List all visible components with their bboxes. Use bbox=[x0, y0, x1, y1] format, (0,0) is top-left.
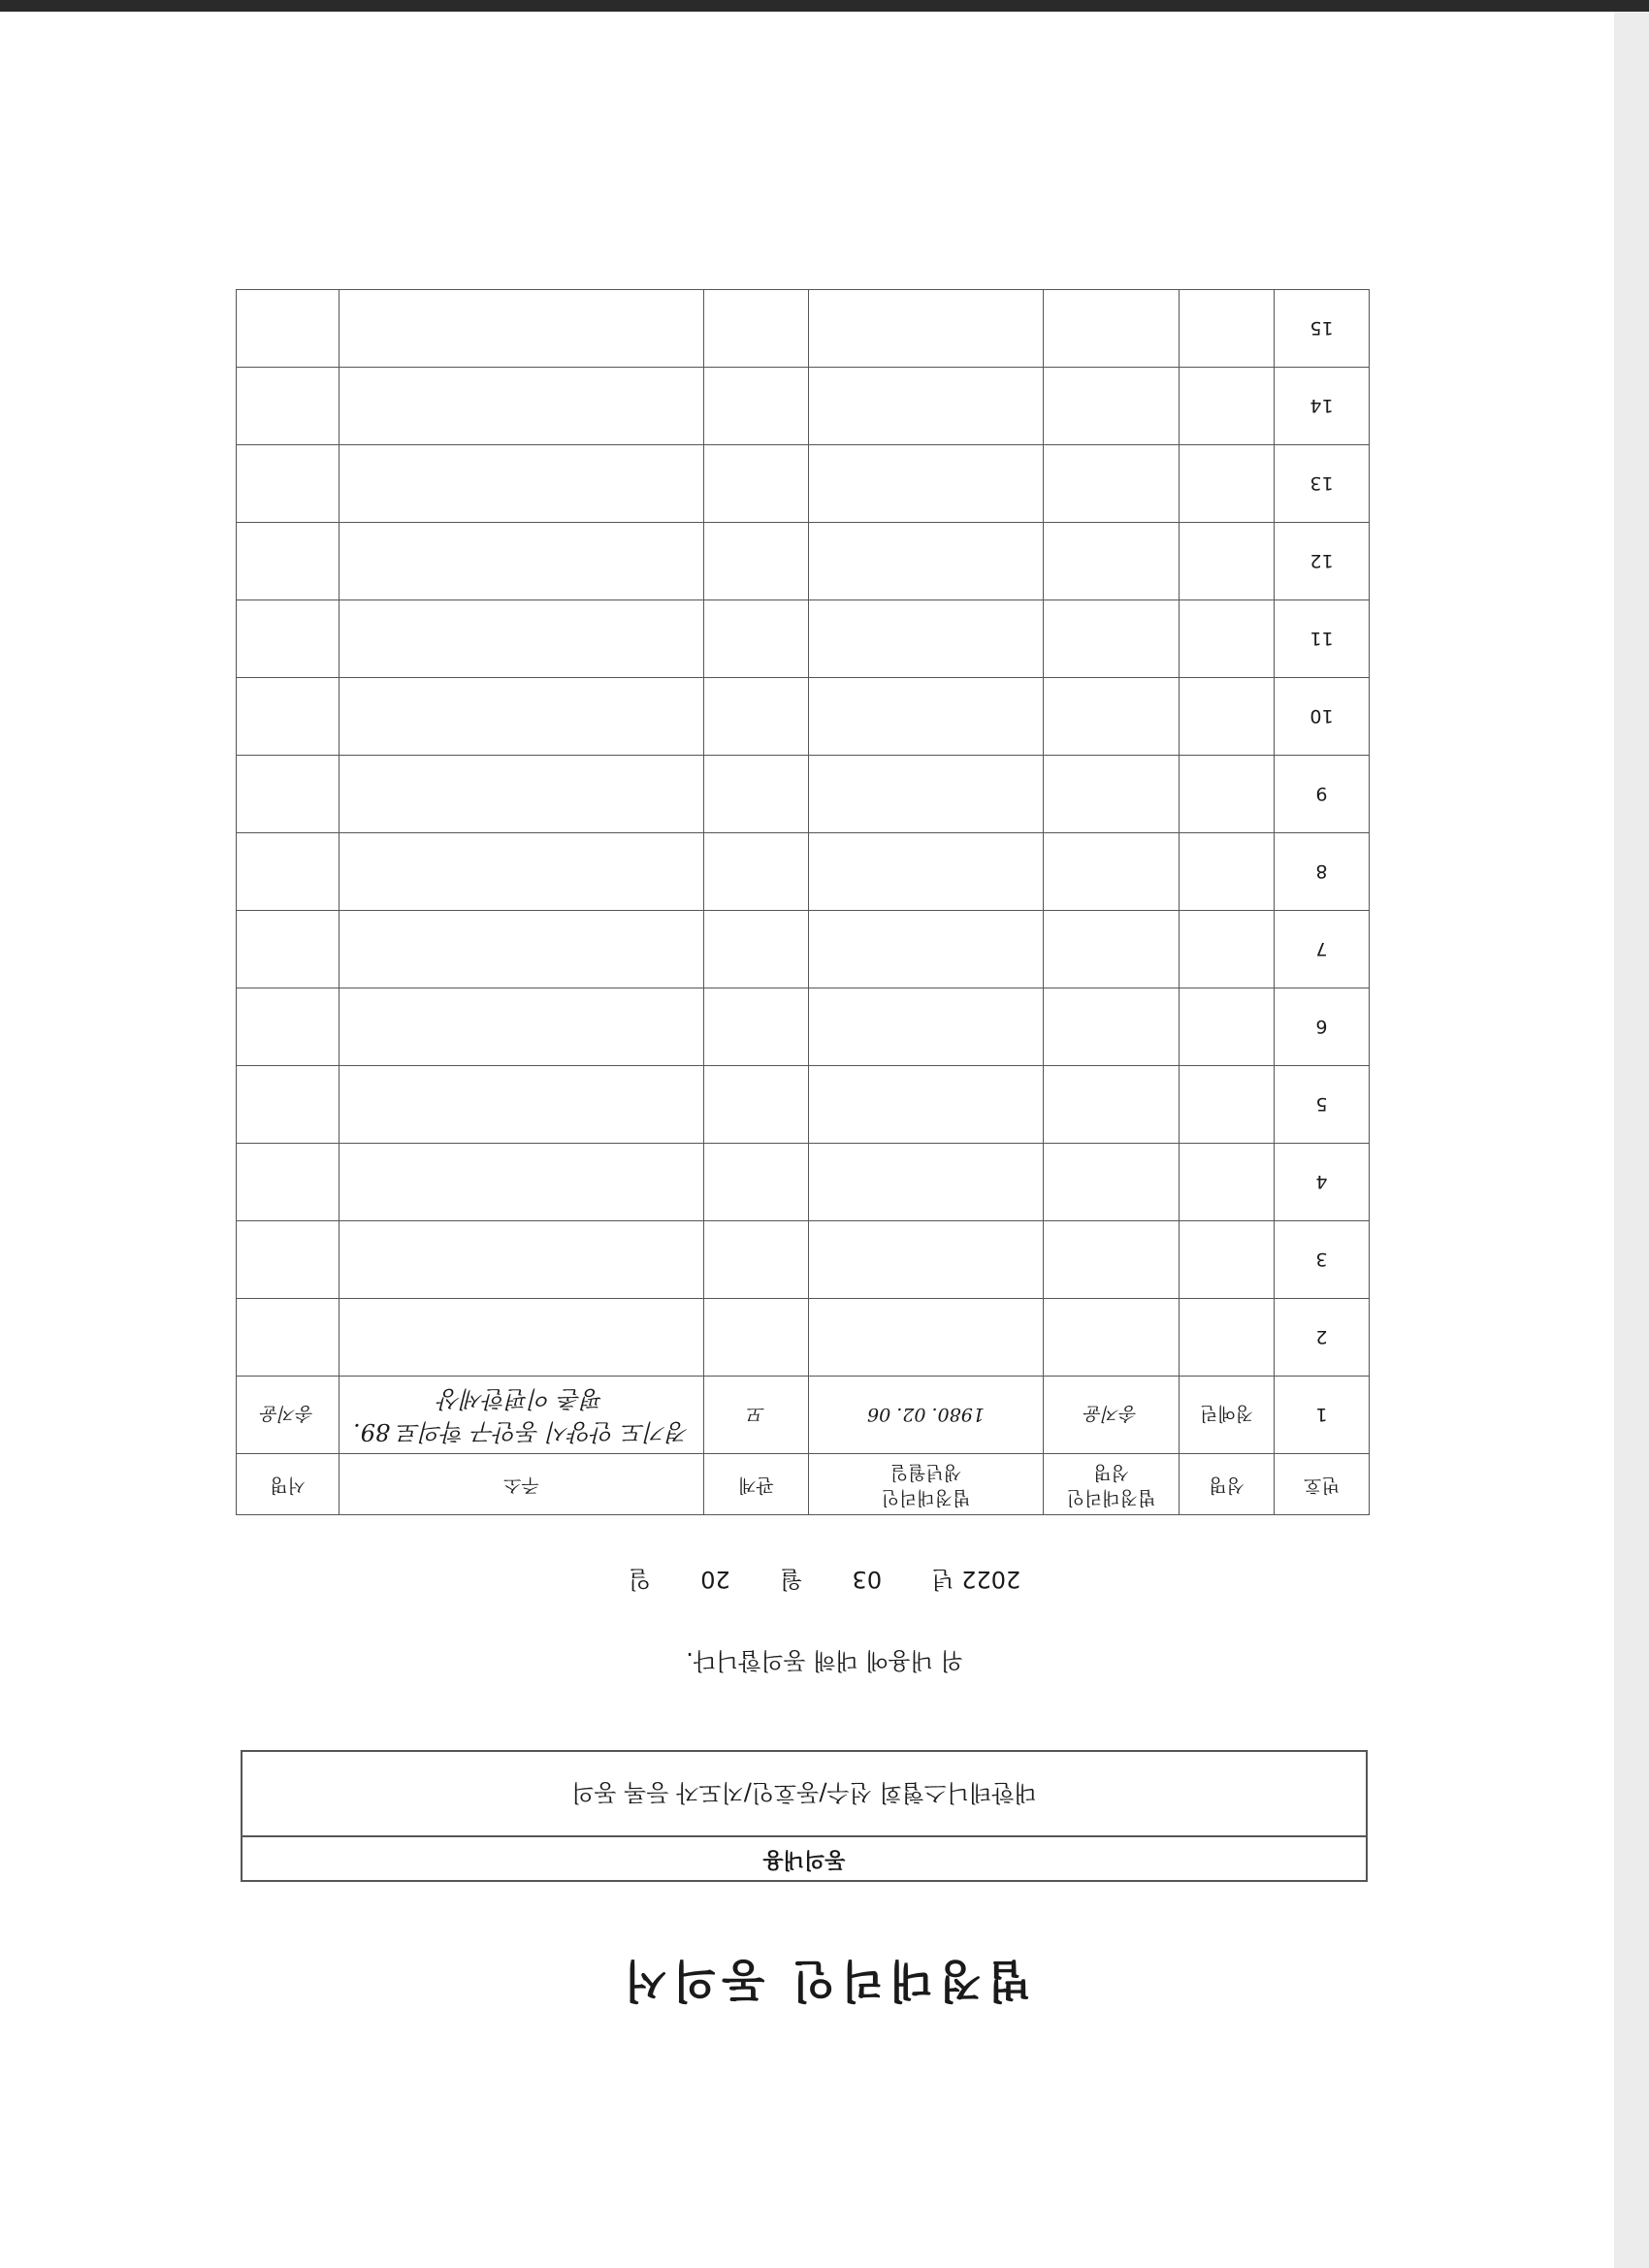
row-address-line2: 평촌 이편한세상 bbox=[438, 1385, 604, 1413]
row-relation: 모 bbox=[704, 1377, 809, 1454]
row-number: 13 bbox=[1275, 445, 1370, 523]
table-header-row bbox=[237, 1454, 1370, 1515]
row-number: 11 bbox=[1275, 600, 1370, 678]
header-relation: 관계 bbox=[704, 1454, 809, 1515]
consent-heading: 동의내용 bbox=[242, 1835, 1366, 1880]
row-number: 9 bbox=[1275, 756, 1370, 833]
date-year: 2022 bbox=[961, 1566, 1021, 1593]
row-number: 10 bbox=[1275, 678, 1370, 756]
agree-statement: 위 내용에 대해 동의합니다. bbox=[686, 1647, 963, 1674]
page-title: 법정대리인 동의서 bbox=[618, 1955, 1031, 2007]
table-row bbox=[237, 600, 1370, 678]
table-row bbox=[237, 756, 1370, 833]
table-row bbox=[237, 911, 1370, 988]
table-row bbox=[237, 445, 1370, 523]
guardian-table bbox=[236, 289, 1370, 1515]
consent-text: 대한테니스협회 선수/동호인/지도자 등록 동의 bbox=[571, 1779, 1037, 1806]
row-guardian-name: 송지윤 bbox=[1044, 1377, 1180, 1454]
date-day-unit: 일 bbox=[628, 1566, 651, 1593]
row-number: 12 bbox=[1275, 523, 1370, 600]
row-number: 15 bbox=[1275, 290, 1370, 368]
row-number: 4 bbox=[1275, 1144, 1370, 1221]
table-row bbox=[237, 1221, 1370, 1299]
table-row bbox=[237, 833, 1370, 911]
row-number: 5 bbox=[1275, 1066, 1370, 1144]
table-row bbox=[237, 1144, 1370, 1221]
table-row bbox=[237, 523, 1370, 600]
table-row bbox=[237, 678, 1370, 756]
row-name: 정예린 bbox=[1180, 1377, 1275, 1454]
row-number: 3 bbox=[1275, 1221, 1370, 1299]
row-number: 2 bbox=[1275, 1299, 1370, 1377]
table-row bbox=[237, 1377, 1370, 1454]
header-guardian-name: 법정대리인 성명 bbox=[1044, 1454, 1180, 1515]
header-address: 주소 bbox=[340, 1454, 704, 1515]
date-month: 03 bbox=[852, 1566, 883, 1593]
row-number: 8 bbox=[1275, 833, 1370, 911]
header-name: 성명 bbox=[1180, 1454, 1275, 1515]
row-address bbox=[340, 1377, 704, 1454]
row-guardian-birth: 1980. 02. 06 bbox=[809, 1377, 1044, 1454]
table-row bbox=[237, 1066, 1370, 1144]
row-number: 6 bbox=[1275, 988, 1370, 1066]
table-row bbox=[237, 988, 1370, 1066]
table-row bbox=[237, 1299, 1370, 1377]
row-number: 1 bbox=[1275, 1377, 1370, 1454]
row-address-line1: 경기도 안양시 동안구 학의로 89. bbox=[353, 1418, 690, 1446]
row-number: 14 bbox=[1275, 368, 1370, 445]
date-line bbox=[0, 1565, 1649, 1599]
header-no: 번호 bbox=[1275, 1454, 1370, 1515]
header-guardian-birth: 법정대리인 생년월일 bbox=[809, 1454, 1044, 1515]
consent-box bbox=[241, 1750, 1368, 1882]
row-signature: 송지윤 bbox=[237, 1377, 340, 1454]
header-signature: 서명 bbox=[237, 1454, 340, 1515]
date-year-unit: 년 bbox=[931, 1566, 954, 1593]
date-day: 20 bbox=[700, 1566, 730, 1593]
table-row bbox=[237, 368, 1370, 445]
date-month-unit: 월 bbox=[780, 1566, 803, 1593]
table-row bbox=[237, 290, 1370, 368]
row-number: 7 bbox=[1275, 911, 1370, 988]
